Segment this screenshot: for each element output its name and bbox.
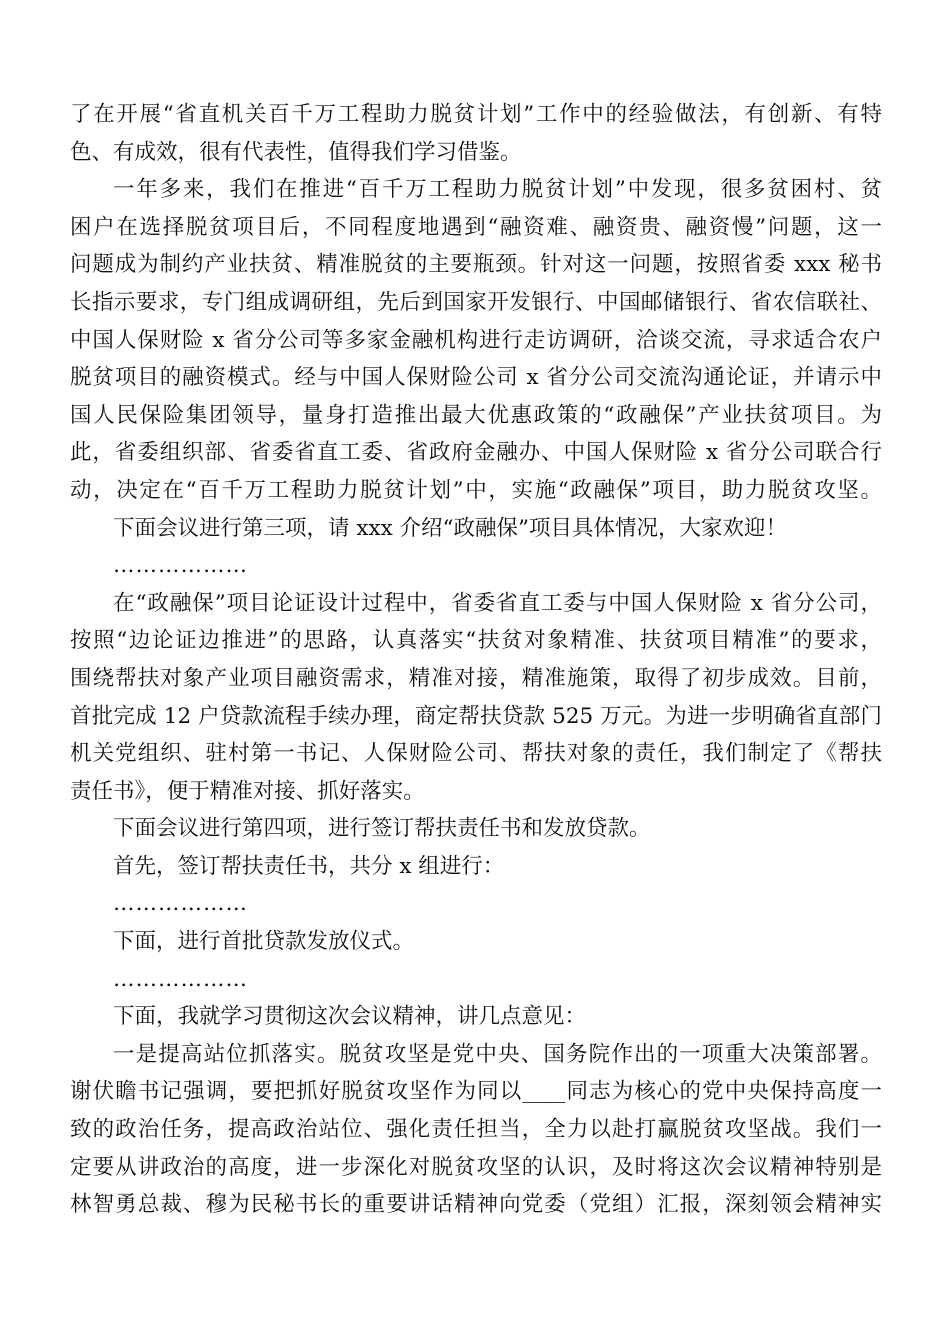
text-line: 下面会议进行第三项，请 xxx 介绍“政融保”项目具体情况，大家欢迎！	[113, 515, 788, 541]
document-body	[70, 96, 882, 1224]
text-line: 按照“边论证边推进”的思路，认真落实“扶贫对象精准、扶贫项目精准”的要求，	[70, 628, 882, 654]
ellipsis-separator: ………………	[113, 891, 248, 917]
text-line: 长指示要求，专门组成调研组，先后到国家开发银行、中国邮储银行、省农信联社、	[70, 289, 882, 315]
text-line: 林智勇总裁、穆为民秘书长的重要讲话精神向党委（党组）汇报，深刻领会精神实	[70, 1192, 882, 1218]
text-line: 谢伏瞻书记强调，要把抓好脱贫攻坚作为同以____同志为核心的党中央保持高度一	[70, 1079, 882, 1105]
text-line: 下面会议进行第四项，进行签订帮扶责任书和发放贷款。	[113, 816, 651, 842]
text-line: 色、有成效，很有代表性，值得我们学习借鉴。	[70, 139, 522, 165]
text-line: 中国人保财险 x 省分公司等多家金融机构进行走访调研，洽谈交流，寻求适合农户	[70, 327, 882, 353]
text-line: 定要从讲政治的高度，进一步深化对脱贫攻坚的认识，及时将这次会议精神特别是	[70, 1154, 882, 1180]
text-line: 一年多来，我们在推进“百千万工程助力脱贫计划”中发现，很多贫困村、贫	[113, 177, 882, 203]
text-line: 首先，签订帮扶责任书，共分 x 组进行：	[113, 853, 505, 879]
text-line: 困户在选择脱贫项目后，不同程度地遇到“融资难、融资贵、融资慢”问题，这一	[70, 214, 882, 240]
text-line: 脱贫项目的融资模式。经与中国人保财险公司 x 省分公司交流沟通论证，并请示中	[70, 365, 882, 391]
text-line: 此，省委组织部、省委省直工委、省政府金融办、中国人保财险 x 省分公司联合行	[70, 440, 882, 466]
text-line: 围绕帮扶对象产业项目融资需求，精准对接，精准施策，取得了初步成效。目前，	[70, 665, 882, 691]
text-line: 责任书》，便于精准对接、抓好落实。	[70, 778, 425, 804]
ellipsis-separator: ………………	[113, 966, 248, 992]
text-line: 动，决定在“百千万工程助力脱贫计划”中，实施“政融保”项目，助力脱贫攻坚。	[70, 477, 882, 503]
text-line: 在“政融保”项目论证设计过程中，省委省直工委与中国人保财险 x 省分公司，	[113, 590, 882, 616]
text-line: 了在开展“省直机关百千万工程助力脱贫计划”工作中的经验做法，有创新、有特	[70, 102, 882, 127]
text-line: 机关党组织、驻村第一书记、人保财险公司、帮扶对象的责任，我们制定了《帮扶	[70, 741, 882, 767]
text-line: 一是提高站位抓落实。脱贫攻坚是党中央、国务院作出的一项重大决策部署。	[113, 1041, 882, 1067]
text-line: 问题成为制约产业扶贫、精准脱贫的主要瓶颈。针对这一问题，按照省委 xxx 秘书	[70, 252, 882, 278]
text-line: 国人民保险集团领导，量身打造推出最大优惠政策的“政融保”产业扶贫项目。为	[70, 402, 882, 428]
text-line: 下面，进行首批贷款发放仪式。	[113, 929, 415, 955]
text-line: 致的政治任务，提高政治站位、强化责任担当，全力以赴打赢脱贫攻坚战。我们一	[70, 1117, 882, 1143]
ellipsis-separator: ………………	[113, 553, 248, 579]
text-line: 首批完成 12 户贷款流程手续办理，商定帮扶贷款 525 万元。为进一步明确省直部门	[70, 703, 882, 729]
text-line: 下面，我就学习贯彻这次会议精神，讲几点意见：	[113, 1004, 587, 1030]
